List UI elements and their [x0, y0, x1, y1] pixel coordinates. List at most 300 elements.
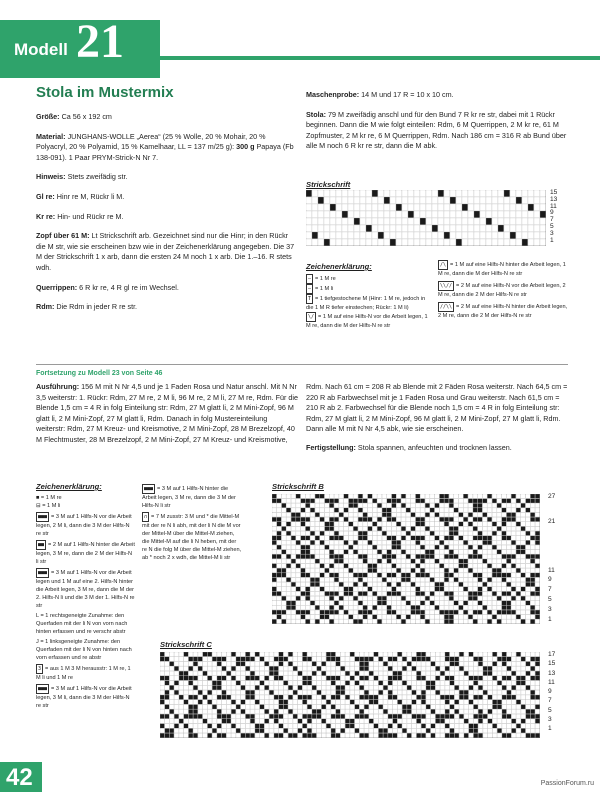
chart-cell	[312, 728, 316, 732]
chart-cell	[387, 527, 391, 531]
chart-cell	[521, 700, 525, 704]
chart-cell	[293, 671, 297, 675]
chart-cell	[421, 690, 425, 694]
chart-cell	[406, 513, 410, 517]
chart-cell	[298, 724, 302, 728]
chart-cell	[504, 239, 510, 246]
chart-cell	[487, 610, 491, 614]
chart-cell	[497, 666, 501, 670]
chart-cell	[388, 671, 392, 675]
chart-cell	[540, 204, 546, 211]
chart-cell	[331, 705, 335, 709]
chart-cell	[265, 690, 269, 694]
chart-cell	[392, 601, 396, 605]
chart-cell	[282, 536, 286, 540]
chart-cell	[497, 700, 501, 704]
chart-cell	[425, 605, 429, 609]
chart-cell	[160, 662, 164, 666]
chart-cell	[497, 587, 501, 591]
chart-cell	[474, 676, 478, 680]
chart-cell	[160, 657, 164, 661]
chart-cell	[372, 211, 378, 218]
chart-cell	[360, 197, 366, 204]
chart-cell	[512, 733, 516, 737]
chart-cell	[474, 700, 478, 704]
chart-cell	[312, 690, 316, 694]
chart-cell	[288, 690, 292, 694]
chart-cell	[530, 601, 534, 605]
chart-cell	[222, 705, 226, 709]
chart-cell	[222, 685, 226, 689]
chart-cell	[430, 550, 434, 554]
chart-cell	[282, 619, 286, 623]
chart-cell	[521, 531, 525, 535]
chart-cell	[345, 657, 349, 661]
chart-cell	[487, 536, 491, 540]
chart-cell	[336, 719, 340, 723]
chart-cell	[462, 190, 468, 197]
chart-cell	[478, 540, 482, 544]
chart-cell	[502, 700, 506, 704]
chart-cell	[535, 652, 539, 656]
chart-cell	[350, 652, 354, 656]
chart-cell	[170, 671, 174, 675]
chart-cell	[459, 499, 463, 503]
legend-item: = 2 M auf 1 Hilfs-N hinter die Arbeit legen, 3 M re, dann die 2 M der Hilfs-N li str	[36, 542, 135, 565]
chart-cell	[464, 657, 468, 661]
chart-cell	[526, 568, 530, 572]
chart-cell	[358, 592, 362, 596]
chart-cell	[502, 536, 506, 540]
chart-cell	[401, 527, 405, 531]
chart-cell	[212, 666, 216, 670]
chart-cell	[288, 733, 292, 737]
chart-cell	[373, 494, 377, 498]
chart-cell	[360, 204, 366, 211]
chart-cell	[222, 671, 226, 675]
legend-item: J = 1 linksgeneigte Zunahme: den Querfaden mit der li N von hinten nach vorn erfassen und re abstr	[36, 639, 132, 661]
chart-cell	[454, 619, 458, 623]
chart-cell	[406, 605, 410, 609]
chart-cell	[260, 714, 264, 718]
chart-cell	[411, 578, 415, 582]
chart-cell	[355, 662, 359, 666]
chart-cell	[530, 568, 534, 572]
chart-cell	[344, 587, 348, 591]
row-number: 3	[548, 605, 552, 613]
chart-cell	[284, 719, 288, 723]
chart-cell	[236, 690, 240, 694]
chart-cell	[384, 211, 390, 218]
chart-cell	[272, 568, 276, 572]
chart-cell	[393, 676, 397, 680]
chart-cell	[284, 728, 288, 732]
chart-cell	[360, 714, 364, 718]
chart-cell	[425, 601, 429, 605]
chart-cell	[222, 700, 226, 704]
chart-cell	[272, 554, 276, 558]
chart-cell	[444, 517, 448, 521]
chart-cell	[282, 522, 286, 526]
chart-cell	[373, 592, 377, 596]
chart-cell	[360, 724, 364, 728]
chart-cell	[358, 564, 362, 568]
chart-cell	[497, 676, 501, 680]
chart-cell	[402, 705, 406, 709]
chart-cell	[368, 545, 372, 549]
chart-cell	[272, 531, 276, 535]
chart-cell	[217, 690, 221, 694]
chart-cell	[355, 681, 359, 685]
chart-cell	[325, 545, 329, 549]
chart-cell	[320, 568, 324, 572]
chart-cell	[440, 508, 444, 512]
chart-cell	[473, 596, 477, 600]
chart-cell	[426, 714, 430, 718]
chart-cell	[341, 700, 345, 704]
chart-cell	[374, 728, 378, 732]
chart-cell	[353, 610, 357, 614]
chart-cell	[318, 211, 324, 218]
chart-cell	[531, 681, 535, 685]
chart-cell	[310, 550, 314, 554]
chart-cell	[407, 652, 411, 656]
chart-cell	[408, 197, 414, 204]
chart-cell	[528, 232, 534, 239]
chart-cell	[455, 652, 459, 656]
chart-cell	[349, 554, 353, 558]
chart-cell	[516, 554, 520, 558]
chart-cell	[420, 592, 424, 596]
chart-cell	[483, 601, 487, 605]
chart-cell	[474, 724, 478, 728]
chart-cell	[379, 709, 383, 713]
chart-cell	[530, 527, 534, 531]
chart-cell	[497, 540, 501, 544]
chart-cell	[401, 582, 405, 586]
chart-cell	[468, 573, 472, 577]
chart-cell	[301, 508, 305, 512]
chart-cell	[317, 662, 321, 666]
chart-cell	[293, 733, 297, 737]
chart-cell	[315, 540, 319, 544]
chart-cell	[329, 513, 333, 517]
chart-cell	[492, 499, 496, 503]
chart-cell	[301, 503, 305, 507]
groesse-label: Größe:	[36, 112, 60, 121]
chart-cell	[377, 596, 381, 600]
chart-cell	[382, 503, 386, 507]
chart-cell	[387, 503, 391, 507]
chart-cell	[203, 652, 207, 656]
chart-cell	[277, 573, 281, 577]
chart-cell	[179, 671, 183, 675]
chart-cell	[306, 503, 310, 507]
chart-cell	[344, 494, 348, 498]
chart-cell	[274, 705, 278, 709]
chart-cell	[360, 709, 364, 713]
chart-cell	[426, 681, 430, 685]
chart-cell	[473, 522, 477, 526]
chart-cell	[272, 503, 276, 507]
chart-cell	[350, 666, 354, 670]
chart-cell	[435, 527, 439, 531]
chart-cell	[473, 619, 477, 623]
chart-cell	[341, 719, 345, 723]
chart-cell	[420, 513, 424, 517]
chart-cell	[454, 568, 458, 572]
chart-cell	[307, 690, 311, 694]
decrease-symbol: ∩	[144, 514, 148, 520]
chart-cell	[502, 652, 506, 656]
chart-cell	[407, 676, 411, 680]
chart-cell	[373, 531, 377, 535]
chart-cell	[469, 690, 473, 694]
chart-cell	[307, 728, 311, 732]
chart-cell	[364, 671, 368, 675]
chart-cell	[260, 657, 264, 661]
chart-cell	[526, 531, 530, 535]
chart-cell	[212, 676, 216, 680]
chart-cell	[348, 239, 354, 246]
chart-cell	[425, 568, 429, 572]
chart-cell	[341, 709, 345, 713]
chart-cell	[387, 545, 391, 549]
chart-cell	[507, 681, 511, 685]
chart-cell	[411, 564, 415, 568]
chart-cell	[291, 605, 295, 609]
chart-cell	[184, 657, 188, 661]
chart-cell	[339, 494, 343, 498]
chart-cell	[349, 508, 353, 512]
chart-cell	[355, 733, 359, 737]
chart-cell	[402, 676, 406, 680]
chart-cell	[535, 733, 539, 737]
chart-cell	[231, 657, 235, 661]
chart-cell	[329, 564, 333, 568]
chart-cell	[521, 503, 525, 507]
chart-cell	[312, 652, 316, 656]
chart-cell	[325, 503, 329, 507]
chart-cell	[421, 657, 425, 661]
chart-cell	[463, 545, 467, 549]
chart-cell	[463, 610, 467, 614]
chart-cell	[449, 494, 453, 498]
chart-cell	[179, 705, 183, 709]
chart-cell	[530, 582, 534, 586]
chart-cell	[444, 218, 450, 225]
chart-cell	[497, 545, 501, 549]
chart-cell	[326, 666, 330, 670]
chart-cell	[421, 719, 425, 723]
chart-cell	[349, 503, 353, 507]
chart-cell	[396, 536, 400, 540]
chart-cell	[301, 615, 305, 619]
chart-cell	[507, 592, 511, 596]
chart-cell	[284, 676, 288, 680]
chart-cell	[325, 508, 329, 512]
chart-cell	[483, 652, 487, 656]
chart-cell	[277, 550, 281, 554]
chart-cell	[530, 587, 534, 591]
chart-cell	[250, 733, 254, 737]
chart-cell	[208, 700, 212, 704]
chart-cell	[358, 596, 362, 600]
chart-cell	[430, 610, 434, 614]
chart-cell	[401, 508, 405, 512]
chart-cell	[336, 690, 340, 694]
chart-cell	[463, 592, 467, 596]
chart-cell	[310, 540, 314, 544]
chart-cell	[401, 615, 405, 619]
chart-cell	[353, 499, 357, 503]
chart-cell	[288, 714, 292, 718]
chart-cell	[521, 652, 525, 656]
chart-b-label: Strickschrift B	[272, 482, 324, 491]
chart-cell	[358, 522, 362, 526]
chart-cell	[288, 666, 292, 670]
chart-cell	[483, 573, 487, 577]
chart-cell	[282, 615, 286, 619]
chart-cell	[322, 709, 326, 713]
chart-cell	[511, 559, 515, 563]
chart-cell	[307, 666, 311, 670]
chart-cell	[516, 540, 520, 544]
cable-2-front-symbol: \\//	[440, 283, 453, 289]
chart-cell	[526, 582, 530, 586]
chart-cell	[306, 550, 310, 554]
chart-cell	[174, 681, 178, 685]
chart-cell	[478, 685, 482, 689]
chart-cell	[222, 652, 226, 656]
chart-cell	[282, 540, 286, 544]
chart-cell	[363, 592, 367, 596]
chart-cell	[511, 536, 515, 540]
chart-cell	[274, 657, 278, 661]
chart-cell	[497, 610, 501, 614]
chart-cell	[426, 719, 430, 723]
chart-cell	[507, 695, 511, 699]
chart-cell	[329, 554, 333, 558]
chart-cell	[462, 239, 468, 246]
chart-cell	[286, 540, 290, 544]
chart-cell	[339, 554, 343, 558]
chart-cell	[507, 545, 511, 549]
chart-cell	[282, 550, 286, 554]
chart-cell	[286, 513, 290, 517]
chart-cell	[378, 197, 384, 204]
chart-cell	[425, 531, 429, 535]
chart-cell	[383, 657, 387, 661]
chart-cell	[459, 610, 463, 614]
chart-cell	[296, 494, 300, 498]
chart-cell	[445, 666, 449, 670]
chart-cell	[325, 522, 329, 526]
chart-cell	[306, 605, 310, 609]
chart-cell	[387, 494, 391, 498]
chart-cell	[425, 508, 429, 512]
chart-cell	[193, 666, 197, 670]
chart-cell	[456, 218, 462, 225]
chart-cell	[510, 225, 516, 232]
chart-cell	[301, 531, 305, 535]
chart-cell	[353, 508, 357, 512]
chart-cell	[526, 714, 530, 718]
chart-cell	[379, 681, 383, 685]
chart-cell	[291, 601, 295, 605]
chart-cell	[530, 605, 534, 609]
chart-cell	[198, 733, 202, 737]
chart-cell	[416, 536, 420, 540]
chart-cell	[355, 666, 359, 670]
chart-cell	[363, 610, 367, 614]
chart-cell	[189, 657, 193, 661]
chart-cell	[358, 494, 362, 498]
chart-cell	[450, 232, 456, 239]
chart-cell	[203, 728, 207, 732]
chart-cell	[497, 615, 501, 619]
chart-cell	[420, 503, 424, 507]
chart-cell	[301, 536, 305, 540]
chart-cell	[492, 564, 496, 568]
chart-cell	[480, 190, 486, 197]
chart-cell	[255, 676, 259, 680]
chart-cell	[331, 671, 335, 675]
chart-cell	[277, 531, 281, 535]
chart-cell	[350, 714, 354, 718]
chart-cell	[473, 545, 477, 549]
chart-cell	[310, 573, 314, 577]
chart-cell	[334, 601, 338, 605]
chart-cell	[512, 662, 516, 666]
chart-cell	[265, 719, 269, 723]
chart-cell	[493, 724, 497, 728]
chart-cell	[222, 690, 226, 694]
chart-cell	[510, 211, 516, 218]
chart-cell	[374, 666, 378, 670]
chart-cell	[291, 564, 295, 568]
chart-cell	[462, 232, 468, 239]
chart-cell	[306, 508, 310, 512]
chart-cell	[454, 499, 458, 503]
chart-cell	[396, 204, 402, 211]
chart-cell	[412, 709, 416, 713]
chart-cell	[250, 657, 254, 661]
chart-cell	[344, 503, 348, 507]
chart-cell	[227, 662, 231, 666]
chart-cell	[401, 499, 405, 503]
chart-cell	[516, 190, 522, 197]
chart-cell	[358, 545, 362, 549]
chart-cell	[315, 615, 319, 619]
chart-cell	[231, 700, 235, 704]
chart-cell	[480, 211, 486, 218]
chart-cell	[526, 578, 530, 582]
chart-cell	[459, 605, 463, 609]
chart-cell	[272, 545, 276, 549]
chart-cell	[269, 733, 273, 737]
chart-cell	[324, 225, 330, 232]
chart-cell	[315, 513, 319, 517]
chart-cell	[246, 676, 250, 680]
chart-cell	[296, 499, 300, 503]
chart-cell	[293, 685, 297, 689]
chart-cell	[339, 536, 343, 540]
chart-cell	[431, 714, 435, 718]
chart-cell	[512, 676, 516, 680]
chart-cell	[511, 587, 515, 591]
chart-cell	[198, 719, 202, 723]
